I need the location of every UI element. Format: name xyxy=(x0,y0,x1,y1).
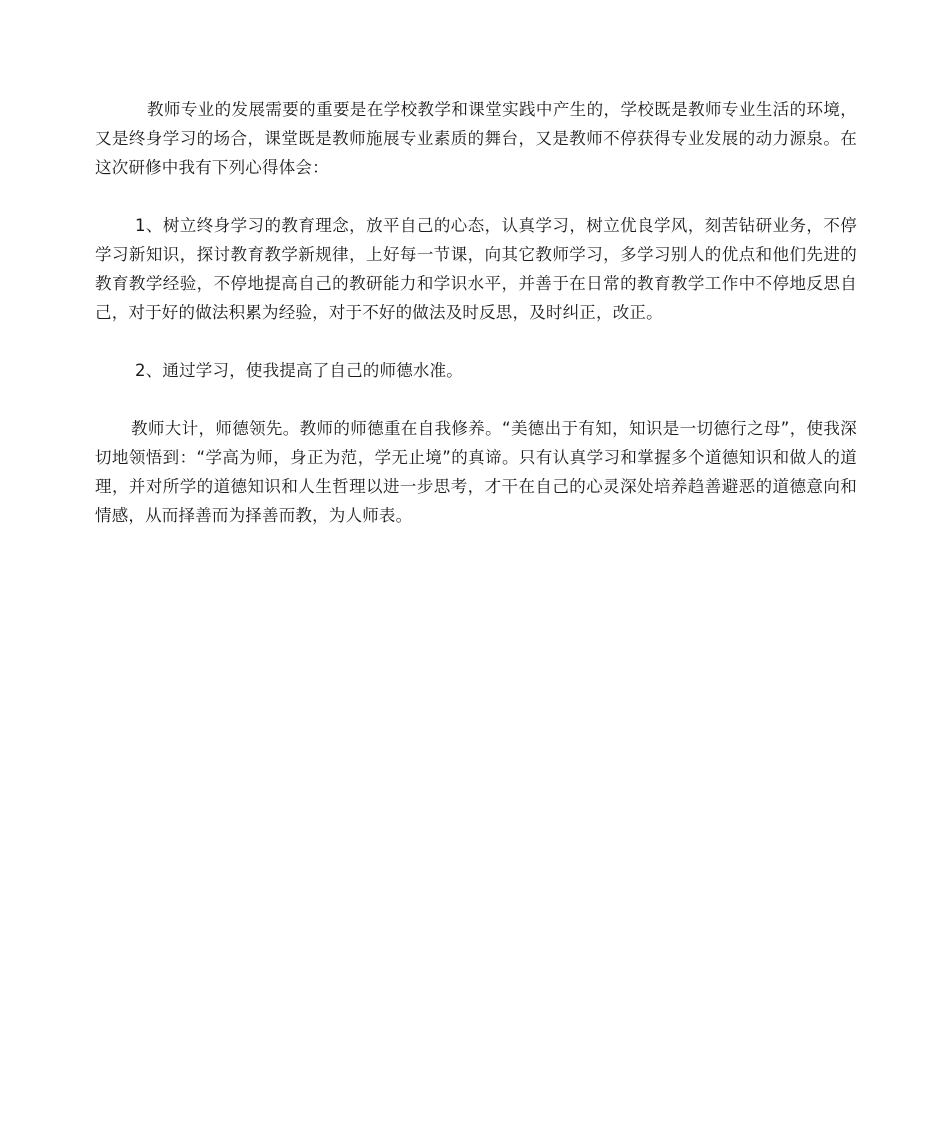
paragraph-point-2: 2、通过学习，使我提高了自己的师德水准。 xyxy=(135,361,463,380)
paragraph-intro: 教师专业的发展需要的重要是在学校教学和课堂实践中产生的，学校既是教师专业生活的环境，又是终身学习的场合，课堂既是教师施展专业素质的舞台，又是教师不停获得专业发展的动力源泉。在这次研修中我有下列心得体会： xyxy=(95,100,857,177)
document-page xyxy=(95,95,857,530)
paragraph-ethics: 教师大计，师德领先。教师的师德重在自我修养。“美德出于有知，知识是一切德行之母”，使我深切地领悟到：“学高为师，身正为范，学无止境”的真谛。只有认真学习和掌握多个道德知识和做人的道理，并对所学的道德知识和人生哲理以进一步思考，才干在自己的心灵深处培养趋善避恶的道德意向和情感，从而择善而为择善而教，为人师表。 xyxy=(95,419,857,525)
paragraph-point-1: 1、树立终身学习的教育理念，放平自己的心态，认真学习，树立优良学风，刻苦钻研业务，不停学习新知识，探讨教育教学新规律，上好每一节课，向其它教师学习，多学习别人的优点和他们先进的教育教学经验，不停地提高自己的教研能力和学识水平，并善于在日常的教育教学工作中不停地反思自己，对于好的做法积累为经验，对于不好的做法及时反思，及时纠正，改正。 xyxy=(95,216,857,322)
